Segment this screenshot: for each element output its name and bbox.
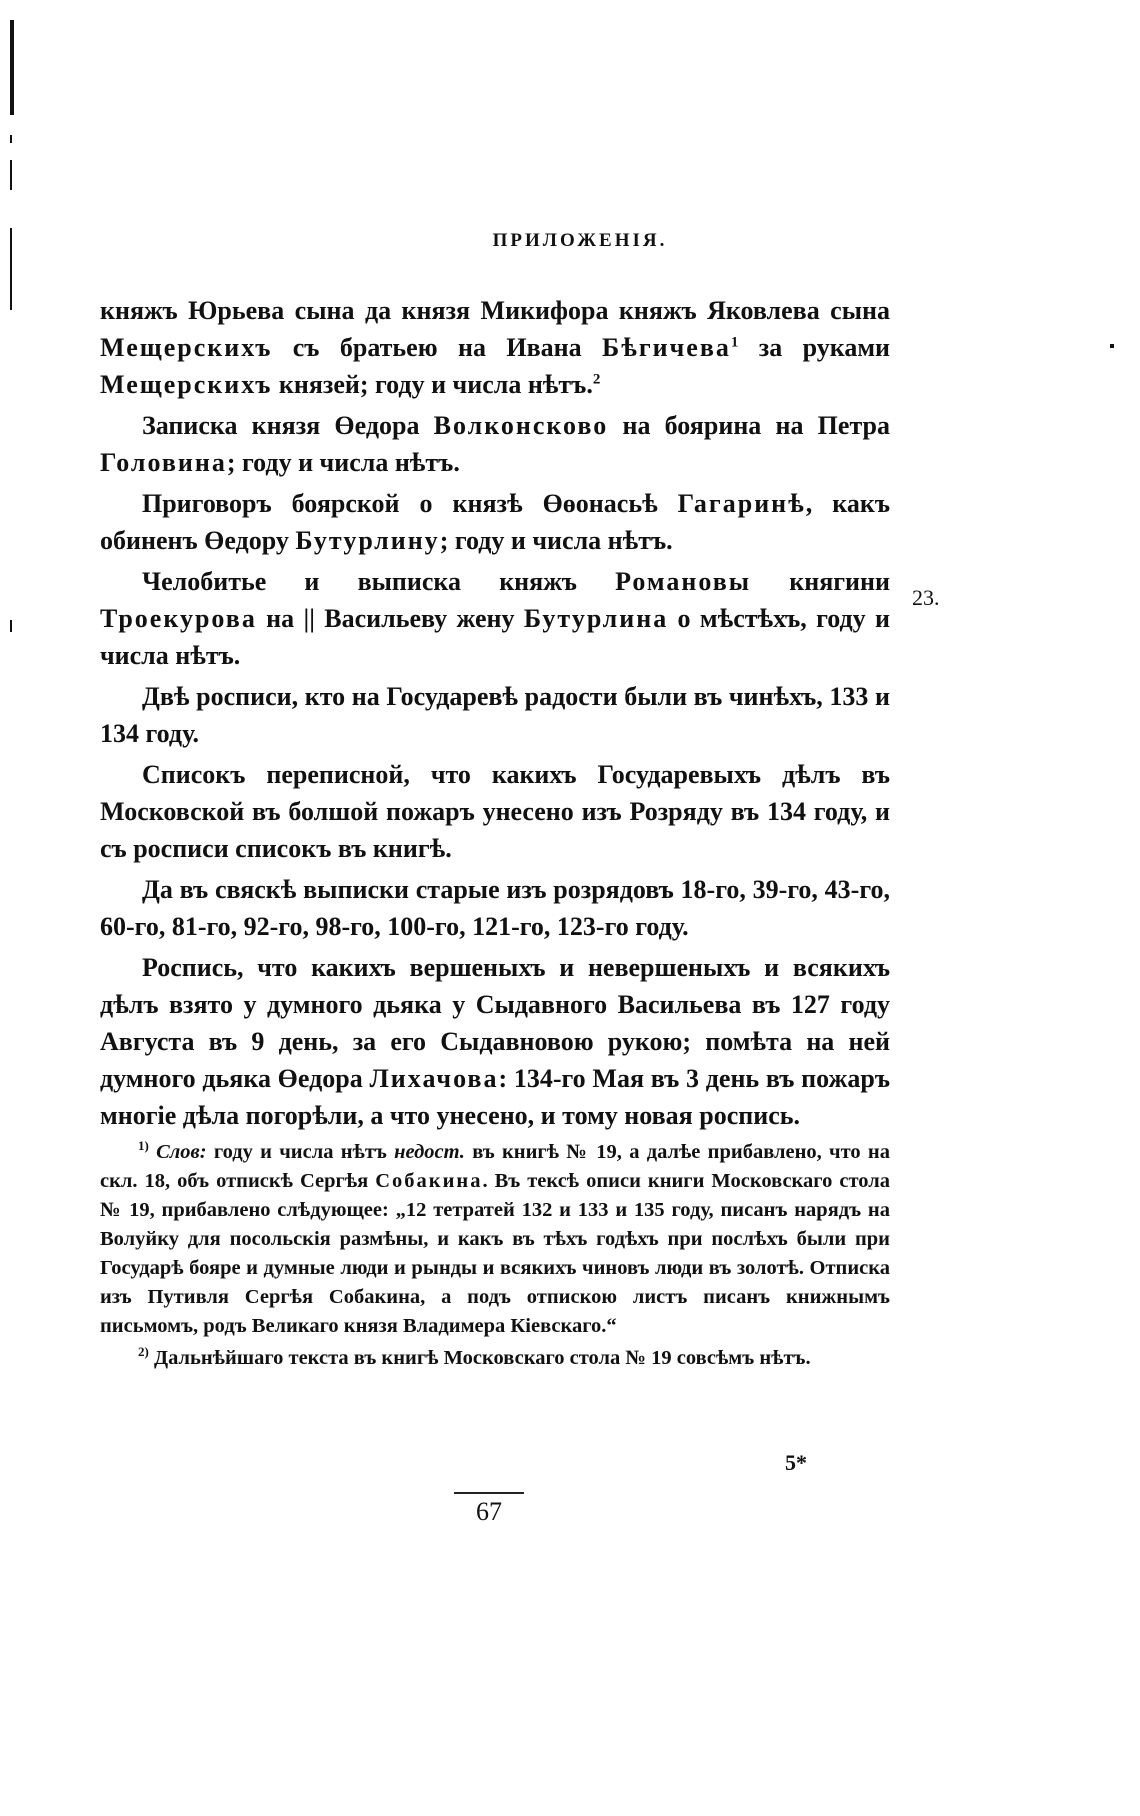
surname: Бутурлина — [523, 604, 669, 633]
scan-edge-mark — [10, 620, 12, 632]
text-run: на || Васильеву жену — [256, 604, 524, 633]
text-run: съ братьею на Ивана — [272, 333, 603, 362]
footnote-ref: 1 — [730, 334, 739, 351]
footnote — [100, 1344, 890, 1373]
paragraph — [100, 485, 890, 559]
footnote-label: Слов: — [156, 1141, 207, 1163]
text-run: о мѣстѣхъ, году и числа нѣтъ. — [100, 604, 891, 670]
footnotes — [100, 1138, 890, 1376]
surname: Гагаринѣ — [677, 489, 806, 518]
text-run: ; году и числа нѣтъ. — [439, 526, 673, 555]
paragraph — [100, 407, 890, 481]
surname: Троекурова — [100, 604, 257, 633]
text-run: году и числа нѣтъ — [206, 1141, 395, 1163]
text-run: въ книгѣ № 19, а далѣе прибавлено, что на скл. 18, объ отпискѣ Сергѣя — [100, 1141, 890, 1192]
text-run: княгини — [751, 567, 891, 596]
surname: Головина — [100, 448, 227, 477]
surname: Лихачова — [369, 1064, 499, 1093]
text-run: , какъ обиненъ Өедору — [100, 489, 890, 555]
paragraph — [100, 949, 890, 1134]
text-run: Челобитье и выписка княжъ — [142, 567, 616, 596]
scan-dot — [1110, 344, 1114, 348]
text-run: . Въ тексѣ описи книги Московскаго стола № 19, прибавлено слѣдующее: „12 тетратей 132 и 133 и 135 году, писанъ нарядъ на Волуйку для посольскія размѣны, и какъ въ тѣхъ годѣхъ при послѣхъ были при Государѣ бояре и думные люди и рынды и всякихъ чиновъ люди въ золотѣ. Отписка изъ Путивля Сергѣя Собакина, а подъ отпискою листъ писанъ книжнымъ письмомъ, родъ Великаго князя Владимера Кіевскаго.“ — [100, 1170, 890, 1337]
paragraph — [100, 292, 890, 403]
surname: Волконсково — [433, 411, 609, 440]
scan-edge-mark — [10, 135, 12, 143]
surname: Собакина — [375, 1170, 483, 1192]
footnote-mark: 2) — [138, 1344, 149, 1360]
text-run: за руками — [738, 333, 891, 362]
text-run: Записка князя Өедора — [142, 411, 434, 440]
text-run: ; году и числа нѣтъ. — [226, 448, 460, 477]
text-run: княжъ Юрьева сына да князя Микифора княжъ Яковлева сына — [100, 296, 890, 325]
abbreviation: недост. — [394, 1141, 465, 1163]
main-text — [100, 292, 890, 1138]
paragraph: Да въ свяскѣ выписки старые изъ розрядовъ 18-го, 39-го, 43-го, 60-го, 81-го, 92-го, 98-го, 100-го, 121-го, 123-го году. — [100, 875, 890, 941]
text-run: : 134-го Мая въ 3 день въ пожаръ многіе дѣла погорѣли, а что унесено, и тому новая роспись. — [100, 1064, 890, 1130]
paragraph: Двѣ росписи, кто на Государевѣ радости были въ чинѣхъ, 133 и 134 году. — [100, 682, 890, 748]
page-number: 67 — [476, 1497, 502, 1526]
surname: Бутурлину — [295, 526, 440, 555]
text-run: Приговоръ боярской о князѣ Өөонасьѣ — [142, 489, 678, 518]
footnote-mark: 1) — [138, 1138, 149, 1154]
signature-mark: 5* — [785, 1450, 807, 1475]
scan-edge-mark — [10, 20, 14, 115]
surname: Мещерскихъ — [100, 370, 273, 399]
surname: Бѣгичева — [602, 333, 731, 362]
footnote-ref: 2 — [592, 371, 601, 388]
paragraph — [100, 563, 890, 674]
paragraph: Списокъ переписной, что какихъ Государевыхъ дѣлъ въ Московской въ болшой пожаръ унесено изъ Розряду въ 134 году, и съ росписи списокъ въ книгѣ. — [100, 760, 890, 863]
footnote — [100, 1138, 890, 1341]
surname: Мещерскихъ — [100, 333, 273, 362]
running-head: ПРИЛОЖЕНІЯ. — [492, 230, 668, 251]
text-run: Роспись, что какихъ вершеныхъ и невершеныхъ и всякихъ дѣлъ взято у думного дьяка у Сыдавного Васильева въ 127 году Августа въ 9 день, за его Сыдавновою рукою; помѣта на ней думного дьяка Өедора — [100, 953, 890, 1093]
text-run: Дальнѣйшаго текста въ книгѣ Московскаго стола № 19 совсѣмъ нѣтъ. — [148, 1347, 811, 1369]
page-number-rule — [454, 1492, 524, 1494]
scan-edge-mark — [10, 160, 12, 190]
text-run: на боярина на Петра — [608, 411, 890, 440]
margin-note: 23. — [912, 585, 940, 610]
surname: Романовы — [615, 567, 752, 596]
text-run: князей; году и числа нѣтъ. — [272, 370, 593, 399]
